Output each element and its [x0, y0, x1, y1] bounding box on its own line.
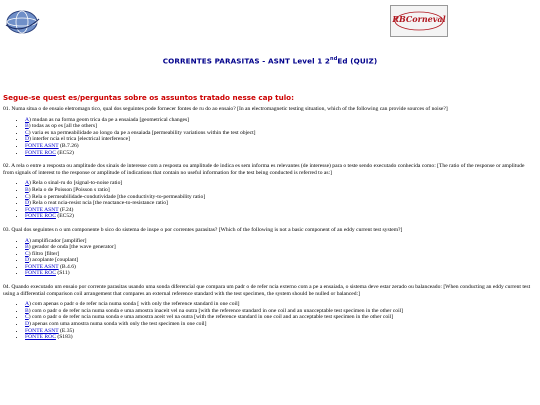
source-ref: (EC52)	[55, 149, 74, 156]
fonte-roc-link[interactable]: FONTE ROC	[25, 149, 56, 156]
option-text: ) Rela o de Poisson [Poisson s ratio]	[28, 186, 110, 193]
title-sup: nd	[330, 56, 338, 62]
option-text: ) mudan as na forma geom trica da pe a ensaiada [geometrical changes]	[29, 116, 190, 123]
fonte-roc-link[interactable]: FONTE ROC	[25, 270, 56, 277]
question-4	[3, 284, 536, 341]
question-text: 03. Qual dos seguintes n o um componente b sico do sistema de inspe o por correntes parasitas? [Which of the following is not a basic component of an eddy current test system?]	[3, 226, 403, 233]
title-main: CORRENTES PARASITAS - ASNT Level 1 2	[162, 56, 331, 66]
option-text: ) com apenas o padr o de refer ncia numa sonda [ with only the reference standard in one coil]	[29, 301, 240, 308]
source-item	[25, 334, 536, 341]
source-item	[25, 207, 536, 214]
question-text: 01. Numa situa o de ensaio eletromagn tico, qual dos seguintes pode fornecer fontes de ru do ao ensaio? [In an electromagnetic testing situation, which of the following can provide sources of noise?]	[3, 106, 448, 112]
option-text: ) todas as op es [all the others]	[28, 123, 97, 130]
question-text: 04. Quando executado um ensaio por corrente parasitas usando uma sonda diferencial que compara um padr o de refer ncia externo com a pe a ensaiada, o sistema deve estar zerado ou balanceado: [When conducting an eddy current test using a differential comparison coil arrangement that compares an external reference standard with the test specimen, the system should be nulled or balanced:]	[3, 284, 531, 297]
options-list	[3, 117, 536, 157]
option-item	[25, 136, 536, 143]
option-a-link[interactable]: A	[25, 116, 30, 123]
fonte-asnt-link[interactable]: FONTE ASNT	[25, 142, 59, 149]
source-item	[25, 264, 536, 271]
question-2	[3, 163, 536, 220]
source-ref: (EC52)	[55, 213, 74, 220]
option-text: ) Rela o reat ncia-resist ncia [the reactance-to-resistance ratio]	[29, 200, 168, 207]
option-c-link[interactable]: C	[25, 250, 29, 257]
option-a-link[interactable]: A	[25, 180, 30, 187]
option-d-link[interactable]: D	[25, 136, 30, 143]
logo-text: RBCorneval	[392, 14, 446, 24]
option-item	[25, 301, 536, 308]
source-item	[25, 270, 536, 277]
option-text: ) Rela o sinal-ru do [signal-to-noise ratio]	[29, 180, 123, 187]
option-c-link[interactable]: C	[25, 314, 29, 321]
fonte-roc-link[interactable]: FONTE ROC	[25, 334, 56, 341]
option-item	[25, 180, 536, 187]
source-ref: (E.35)	[58, 327, 75, 334]
source-ref: (S11)	[55, 270, 70, 277]
fonte-asnt-link[interactable]: FONTE ASNT	[25, 206, 59, 213]
option-d-link[interactable]: D	[25, 200, 30, 207]
option-item	[25, 123, 536, 130]
question-1	[3, 106, 536, 156]
option-text: ) apenas com uma amostra numa sonda with only the test specimen in one coil]	[29, 321, 207, 328]
option-a-link[interactable]: A	[25, 301, 30, 308]
option-b-link[interactable]: B	[25, 123, 29, 130]
option-d-link[interactable]: D	[25, 321, 30, 328]
option-item	[25, 321, 536, 328]
source-ref: (B.7.26)	[58, 142, 79, 149]
options-list	[3, 238, 536, 278]
source-item	[25, 328, 536, 335]
question-text: 02. A rela o entre a resposta ou amplitude dos sinais de interesse com a resposta ou amplitude de indica es sem informa es relevantes (de interesse) para o teste sendo executado conhecida como: [The ratio of the response or amplitude from signals of interest to the response or amplitude of indications that contain no useful information for the test being conducted is referred to as:]	[3, 163, 525, 176]
option-item	[25, 257, 536, 264]
source-ref: (B.4.6)	[58, 263, 76, 270]
option-c-link[interactable]: C	[25, 129, 29, 136]
option-text: ) filtro [filter]	[28, 250, 60, 257]
option-text: ) Rela o permeabilidade-condutividade [the conductivity-to-permeability ratio]	[28, 193, 206, 200]
option-a-link[interactable]: A	[25, 237, 30, 244]
option-text: ) gerador de onda [the wave generator]	[28, 244, 116, 251]
option-item	[25, 244, 536, 251]
fonte-asnt-link[interactable]: FONTE ASNT	[25, 263, 59, 270]
fonte-asnt-link[interactable]: FONTE ASNT	[25, 327, 59, 334]
source-ref: (F.24)	[58, 206, 74, 213]
question-3	[3, 227, 536, 277]
globe-logo-icon	[3, 9, 41, 35]
option-text: ) interfer ncia el trica [electrical interference]	[29, 136, 130, 143]
title-suffix: Ed (QUIZ)	[337, 56, 378, 66]
option-b-link[interactable]: B	[25, 244, 29, 251]
options-list	[3, 180, 536, 220]
fonte-roc-link[interactable]: FONTE ROC	[25, 213, 56, 220]
option-item	[25, 117, 536, 124]
option-b-link[interactable]: B	[25, 186, 29, 193]
section-heading: Segue-se quest es/perguntas sobre os assuntos tratado nesse cap tulo:	[3, 93, 294, 102]
source-item	[25, 143, 536, 150]
option-text: ) amplificador [amplifier]	[29, 237, 87, 244]
page-title	[0, 56, 540, 65]
option-text: ) com o padr o de refer ncia numa sonda e uma amostra inaceit vel na outra [with the reference standard in one coil and an unacceptable test specimen in the other coil]	[28, 307, 404, 314]
option-d-link[interactable]: D	[25, 257, 30, 264]
option-c-link[interactable]: C	[25, 193, 29, 200]
option-text: ) com o padr o de refer ncia numa sonda e uma amostra aceit vel na outra [with the reference standard in one coil and an acceptable test specimen in the other coil]	[28, 314, 394, 321]
source-ref: (S183)	[55, 334, 73, 341]
question-list	[3, 106, 536, 348]
option-item	[25, 200, 536, 207]
option-item	[25, 187, 536, 194]
option-b-link[interactable]: B	[25, 307, 29, 314]
source-item	[25, 213, 536, 220]
source-item	[25, 150, 536, 157]
option-text: ) acoplante [couplant]	[29, 257, 79, 264]
options-list	[3, 301, 536, 341]
option-item	[25, 251, 536, 258]
option-text: ) varia es na permeabilidade ao longo da pe a ensaiada [permeability variations within the test object]	[28, 129, 256, 136]
rbcorneval-logo	[390, 5, 448, 37]
